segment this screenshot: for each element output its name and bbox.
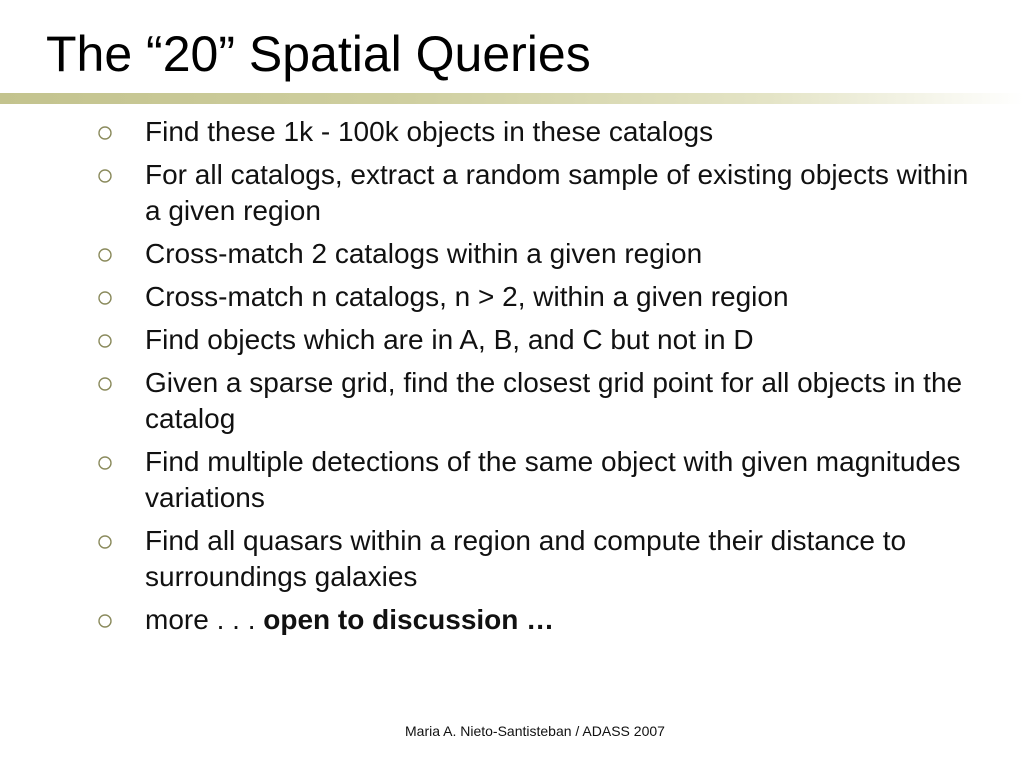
bullet-list (96, 114, 976, 645)
bullet-text (145, 602, 976, 638)
bullet-item (96, 365, 976, 437)
bullet-text: Find these 1k - 100k objects in these catalogs (145, 116, 714, 147)
slide-title: The “20” Spatial Queries (46, 26, 591, 82)
bullet-text: Cross-match n catalogs, n > 2, within a given region (145, 281, 789, 312)
hollow-circle-icon (96, 444, 145, 480)
title-underline-bar (0, 93, 1024, 104)
hollow-circle-icon (96, 279, 145, 315)
bullet-item (96, 523, 976, 595)
hollow-circle-icon (96, 236, 145, 272)
bullet-text-bold: open to discussion … (263, 604, 555, 635)
hollow-circle-icon (96, 523, 145, 559)
bullet-item (96, 279, 976, 315)
hollow-circle-icon (96, 157, 145, 193)
slide-footer: Maria A. Nieto-Santisteban / ADASS 2007 (405, 723, 665, 739)
hollow-circle-icon (96, 365, 145, 401)
bullet-text: Find all quasars within a region and compute their distance to surroundings galaxies (145, 525, 907, 592)
bullet-item (96, 114, 976, 150)
bullet-text: Find multiple detections of the same object with given magnitudes variations (145, 446, 961, 513)
bullet-item (96, 157, 976, 229)
bullet-text-plain: more . . . (145, 604, 264, 635)
hollow-circle-icon (96, 602, 145, 638)
bullet-item (96, 322, 976, 358)
bullet-item (96, 444, 976, 516)
hollow-circle-icon (96, 114, 145, 150)
bullet-item (96, 236, 976, 272)
bullet-text: For all catalogs, extract a random sample of existing objects within a given region (145, 159, 969, 226)
bullet-text: Given a sparse grid, find the closest grid point for all objects in the catalog (145, 367, 963, 434)
bullet-text: Find objects which are in A, B, and C but not in D (145, 324, 754, 355)
hollow-circle-icon (96, 322, 145, 358)
bullet-item (96, 602, 976, 638)
bullet-text: Cross-match 2 catalogs within a given region (145, 238, 703, 269)
